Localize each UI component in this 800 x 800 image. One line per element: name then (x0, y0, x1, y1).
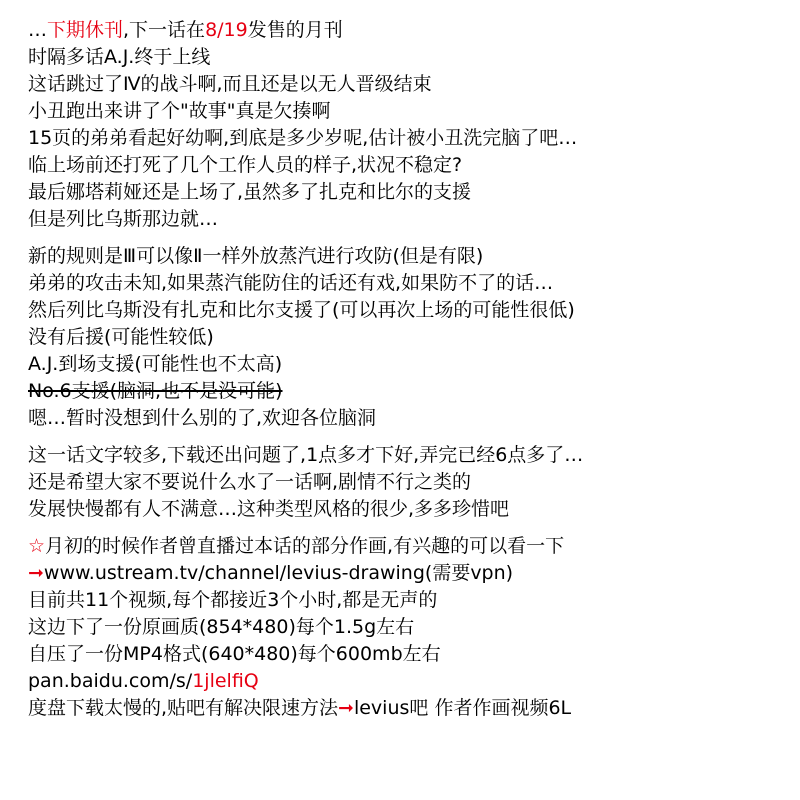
translator-comment-block (28, 442, 800, 523)
text-line: 但是列比乌斯那边就… (28, 208, 219, 230)
ustream-link-line (28, 560, 800, 587)
text-line: 还是希望大家不要说什么水了一话啊,剧情不行之类的 (28, 471, 472, 493)
video-info-block (28, 533, 800, 722)
livestream-note: 月初的时候作者曾直播过本话的部分作画,有兴趣的可以看一下 (45, 535, 565, 557)
text-line: 这边下了一份原画质(854*480)每个1.5g左右 (28, 616, 415, 638)
text-line: 临上场前还打死了几个工作人员的样子,状况不稳定? (28, 154, 463, 176)
break-notice-line (28, 17, 800, 44)
text-line: 这一话文字较多,下载还出问题了,1点多才下好,弄完已经6点多了… (28, 444, 584, 466)
break-notice: 下期休刊 (47, 19, 124, 41)
text-line: 15页的弟弟看起好幼啊,到底是多少岁呢,估计被小丑洗完脑了吧… (28, 127, 578, 149)
ustream-link[interactable]: www.ustream.tv/channel/levius-drawing(需要vpn) (43, 562, 514, 584)
baidu-link-domain[interactable]: pan.baidu.com/s/ (28, 670, 193, 692)
text-line: 这话跳过了Ⅳ的战斗啊,而且还是以无人晋级结束 (28, 73, 432, 95)
text-line: 嗯…暂时没想到什么别的了,欢迎各位脑洞 (28, 407, 377, 429)
text-line: 小丑跑出来讲了个"故事"真是欠揍啊 (28, 100, 331, 122)
release-notes-block (28, 17, 800, 233)
release-date: 8/19 (205, 19, 248, 41)
text-line: A.J.到场支援(可能性也不太高) (28, 353, 283, 375)
text-line: 然后列比乌斯没有扎克和比尔支援了(可以再次上场的可能性很低) (28, 299, 575, 321)
speculation-block (28, 243, 800, 432)
magazine-text: 发售的月刊 (247, 19, 343, 41)
text-line: 新的规则是Ⅲ可以像Ⅱ一样外放蒸汽进行攻防(但是有限) (28, 245, 484, 267)
tieba-tip-line (28, 695, 800, 722)
baidu-link-line[interactable] (28, 668, 800, 695)
text-line: 发展快慢都有人不满意…这种类型风格的很少,多多珍惜吧 (28, 498, 510, 520)
tieba-tip: 度盘下载太慢的,贴吧有解决限速方法 (28, 697, 339, 719)
star-icon: ☆ (28, 535, 46, 557)
text-line: 最后娜塔莉娅还是上场了,虽然多了扎克和比尔的支援 (28, 181, 472, 203)
tieba-target: levius吧 作者作画视频6L (353, 697, 572, 719)
text-line: 弟弟的攻击未知,如果蒸汽能防住的话还有戏,如果防不了的话… (28, 272, 554, 294)
baidu-link-code[interactable]: 1jlelfiQ (192, 670, 259, 692)
arrow-right-icon: ➞ (338, 697, 354, 719)
text-line: 目前共11个视频,每个都接近3个小时,都是无声的 (28, 589, 438, 611)
text-line: 没有后援(可能性较低) (28, 326, 214, 348)
next-issue-text: ,下一话在 (123, 19, 206, 41)
ellipsis: … (28, 19, 47, 41)
text-line: 时隔多话A.J.终于上线 (28, 46, 211, 68)
struck-text-line: No.6支援(脑洞,也不是没可能) (28, 380, 283, 402)
livestream-note-line (28, 533, 800, 560)
text-line: 自压了一份MP4格式(640*480)每个600mb左右 (28, 643, 441, 665)
arrow-right-icon: ➞ (28, 562, 44, 584)
